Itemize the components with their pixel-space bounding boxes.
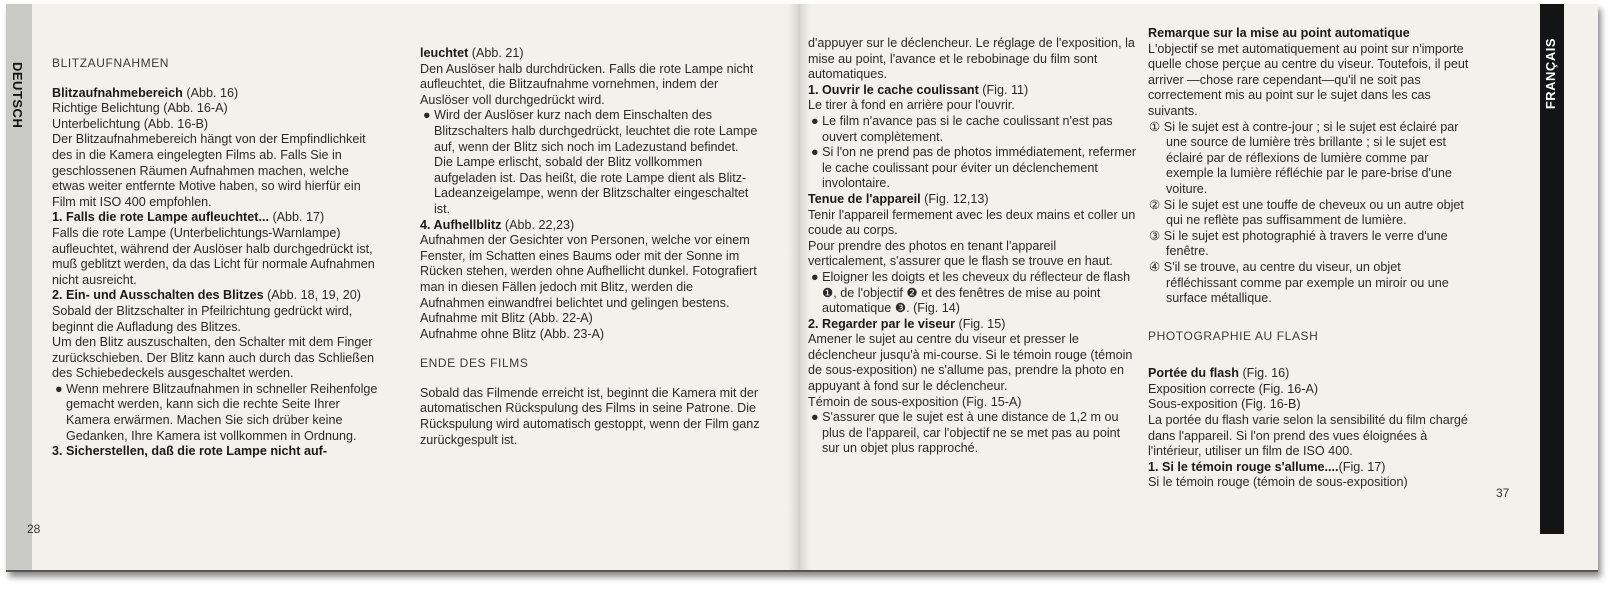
item-text: Si le sujet est une touffe de cheveux ou un autre objet qui ne reflète pas suffisamment de lumière. (1163, 197, 1464, 228)
book-gutter (788, 4, 810, 570)
numbered-item (1148, 260, 1470, 307)
figure-reference: (Fig. 16) (1238, 366, 1290, 381)
item-marker: ④ (1149, 259, 1161, 274)
bullet-text: Wird der Auslöser kurz nach dem Einschalten des Blitzschalters halb durchgedrückt, leuchtet die rote Lampe auf, wenn der Blitz sich noch im Ladezustand befindet. Die Lampe erlischt, sobald der Blitz vollkommen aufgeladen ist. Das heißt, die rote Lampe dient als Blitz-Ladeanzeigelampe, wenn der Blitzschalter eingeschaltet ist. (434, 108, 758, 216)
subheading (420, 218, 760, 234)
paragraph: Unterbelichtung (Abb. 16-B) (52, 116, 209, 131)
paragraph: d'appuyer sur le déclencheur. Le réglage de l'exposition, la mise au point, l'avance et le rebobinage du film sont automatiques. (808, 36, 1135, 82)
subheading-title: Portée du flash (1148, 366, 1239, 381)
paragraph: Amener le sujet au centre du viseur et presser le déclencheur jusqu'à mi-course. Si le témoin rouge (témoin de sous-exposition) ne s'allume pas, prendre la photo en appuyant à fond sur le déclencheur. (808, 332, 1133, 394)
spacer (52, 72, 382, 86)
subheading-title: 2. Ein- und Ausschalten des Blitzes (52, 288, 264, 303)
subheading-title: Tenue de l'appareil (808, 191, 921, 206)
paragraph: Si le témoin rouge (témoin de sous-exposition) (1148, 475, 1408, 490)
subheading-title: 1. Si le témoin rouge s'allume.... (1148, 459, 1339, 474)
figure-reference: (Fig. 17) (1338, 459, 1386, 474)
language-tab-label: DEUTSCH (10, 62, 25, 129)
right-page-column-2 (1148, 26, 1470, 491)
paragraph: Der Blitzaufnahmebereich hängt von der Empfindlichkeit des in die Kamera eingelegten Films ab. Falls Sie in geschlossenen Räumen Aufnahmen machen, welche etwas weiter entfernte Motive haben, so wird hierfür ein Film mit ISO 400 empfohlen. (52, 132, 366, 209)
paragraph: Aufnahmen der Gesichter von Personen, welche vor einem Fenster, im Schatten eines Baums oder mit der Sonne im Rücken stehen, werden ohne Aufhellicht dunkel. Fotografiert man in diesen Fällen jedoch mit Blitz, werden die Aufnahmen einwandfrei belichtet und gelingen bestens. (420, 233, 757, 310)
item-marker: ① (1149, 119, 1161, 134)
spacer (420, 342, 760, 356)
figure-reference: (Fig. 15) (955, 316, 1006, 331)
bullet-item (808, 270, 1138, 317)
subheading (52, 210, 382, 226)
paragraph: Sobald der Blitzschalter in Pfeilrichtung gedrückt wird, beginnt die Aufladung des Blitzes. (52, 303, 353, 334)
paragraph: Richtige Belichtung (Abb. 16-A) (52, 101, 228, 116)
figure-reference: (Abb. 16) (182, 85, 239, 100)
subheading (52, 288, 382, 304)
subheading-title: Remarque sur la mise au point automatique (1148, 26, 1410, 40)
paragraph: Sobald das Filmende erreicht ist, beginnt die Kamera mit der automatischen Rückspulung des Films in seine Patrone. Die Rückspulung wird automatisch gestoppt, wenn der Film ganz zurückgespult ist. (420, 385, 760, 447)
numbered-item (1148, 198, 1470, 229)
subheading-title: leuchtet (420, 46, 469, 60)
left-page-column-1 (52, 56, 382, 460)
bullet-text: S'assurer que le sujet est à une distance de 1,2 m ou plus de l'appareil, car l'objectif ne se met pas au point sur un objet plus rapproché. (822, 410, 1121, 456)
figure-reference: (Abb. 21) (468, 46, 524, 60)
section-heading: BLITZAUFNAHMEN (52, 56, 170, 70)
figure-reference: (Abb. 17) (268, 210, 325, 225)
bullet-icon: ● (811, 145, 823, 160)
bullet-item (52, 382, 382, 444)
section-heading: ENDE DES FILMS (420, 356, 529, 371)
figure-reference: (Fig. 11) (978, 82, 1029, 97)
bullet-text: Eloigner les doigts et les cheveux du réflecteur de flash ❶, de l'objectif ❷ et des fenêtres de mise au point automatique ❸. (Fig. 14) (822, 269, 1131, 316)
paragraph: Sous-exposition (Fig. 16-B) (1148, 397, 1301, 412)
bullet-item (420, 108, 760, 217)
paragraph: Falls die rote Lampe (Unterbelichtungs-Warnlampe) aufleuchtet, während der Auslöser halb durchgedrückt ist, muß geblitzt werden, da das Licht für normale Aufnahmen nicht ausreicht. (52, 225, 375, 287)
paragraph: Aufnahme ohne Blitz (Abb. 23-A) (420, 326, 605, 341)
subheading (808, 192, 1138, 208)
bullet-icon: ● (811, 113, 823, 128)
subheading (808, 317, 1138, 333)
bullet-icon: ● (423, 108, 435, 123)
subheading (1148, 26, 1470, 42)
bullet-item (808, 410, 1138, 457)
item-text: Si le sujet est à contre-jour ; si le sujet est éclairé par une source de lumière très brillante ; si le sujet est éclairé par de réflexions de lumière comme par exemple la lumière réfléchie par le pare-brise d'une voiture. (1163, 119, 1459, 196)
figure-reference: (Abb. 22,23) (501, 217, 575, 232)
subheading-title: 4. Aufhellblitz (420, 217, 502, 232)
numbered-item (1148, 120, 1470, 198)
subheading (1148, 366, 1470, 382)
subheading-title: 1. Falls die rote Lampe aufleuchtet... (52, 210, 269, 225)
subheading (808, 83, 1138, 99)
subheading (52, 444, 382, 460)
item-marker: ③ (1149, 228, 1161, 243)
section-heading: PHOTOGRAPHIE AU FLASH (1148, 328, 1319, 343)
page-number-right: 37 (1496, 486, 1510, 500)
subheading (52, 86, 382, 102)
paragraph: Témoin de sous-exposition (Fig. 15-A) (808, 394, 1022, 409)
item-text: S'il se trouve, au centre du viseur, un objet réfléchissant comme par exemple un miroir ou une surface métallique. (1163, 259, 1449, 306)
page-number-left: 28 (27, 522, 41, 536)
spacer (1148, 344, 1470, 366)
left-page-column-2 (420, 46, 760, 448)
item-text: Si le sujet est photographié à travers le verre d'une fenêtre. (1163, 228, 1448, 259)
figure-reference: (Abb. 18, 19, 20) (263, 288, 361, 303)
item-marker: ② (1149, 197, 1161, 212)
bullet-icon: ● (811, 269, 823, 284)
paragraph: Um den Blitz auszuschalten, den Schalter mit dem Finger zurückschieben. Der Blitz kann auch durch das Schließen des Schiebedeckels ausgeschaltet werden. (52, 335, 375, 381)
language-tab-left (6, 4, 32, 570)
bullet-text: Si l'on ne prend pas de photos immédiatement, refermer le cache coulissant pour éviter un déclenchement involontaire. (822, 145, 1137, 191)
paragraph: Aufnahme mit Blitz (Abb. 22-A) (420, 311, 593, 326)
bullet-icon: ● (811, 410, 823, 425)
language-tab-right (1540, 4, 1564, 534)
paragraph: Den Auslöser halb durchdrücken. Falls die rote Lampe nicht aufleuchtet, die Blitzaufnahme vornehmen, indem der Auslöser voll durchgedrückt wird. (420, 61, 754, 107)
numbered-item (1148, 229, 1470, 260)
paragraph: Tenir l'appareil fermement avec les deux mains et coller un coude au corps. (808, 207, 1136, 238)
subheading-title: 1. Ouvrir le cache coulissant (808, 82, 979, 97)
subheading (1148, 460, 1470, 476)
language-tab-label: FRANÇAIS (1543, 38, 1558, 110)
bullet-text: Wenn mehrere Blitzaufnahmen in schneller Reihenfolge gemacht werden, kann sich die rechte Seite Ihrer Kamera erwärmen. Machen Sie sich drüber keine Gedanken, Ihre Kamera ist vollkommen in Ordnung. (66, 381, 378, 443)
subheading-title: Blitzaufnahmebereich (52, 85, 183, 100)
paragraph: Le tirer à fond en arrière pour l'ouvrir. (808, 98, 1015, 113)
spacer (1148, 307, 1470, 329)
paragraph: Exposition correcte (Fig. 16-A) (1148, 381, 1319, 396)
bullet-item (808, 114, 1138, 145)
right-page-column-1 (808, 36, 1138, 457)
subheading (420, 46, 760, 62)
figure-reference: (Fig. 12,13) (920, 191, 989, 206)
paragraph: L'objectif se met automatiquement au point sur n'importe quelle chose perçue au centre du viseur. Toutefois, il peut arriver —chose rare cependant—qu'il ne soit pas correctement mis au point sur le sujet dans les cas suivants. (1148, 41, 1469, 118)
bullet-text: Le film n'avance pas si le cache coulissant n'est pas ouvert complètement. (822, 113, 1113, 144)
bullet-item (808, 145, 1138, 192)
paragraph: La portée du flash varie selon la sensibilité du film chargé dans l'appareil. Si l'on prend des vues éloignées à l'intérieur, utiliser un film de ISO 400. (1148, 413, 1468, 459)
subheading-title: 2. Regarder par le viseur (808, 316, 955, 331)
paragraph: Pour prendre des photos en tenant l'appareil verticalement, s'assurer que le flash se trouve en haut. (808, 238, 1113, 269)
manual-spread (6, 4, 1598, 572)
spacer (420, 372, 760, 386)
subheading-title: 3. Sicherstellen, daß die rote Lampe nicht auf- (52, 444, 328, 459)
bullet-icon: ● (55, 381, 67, 396)
